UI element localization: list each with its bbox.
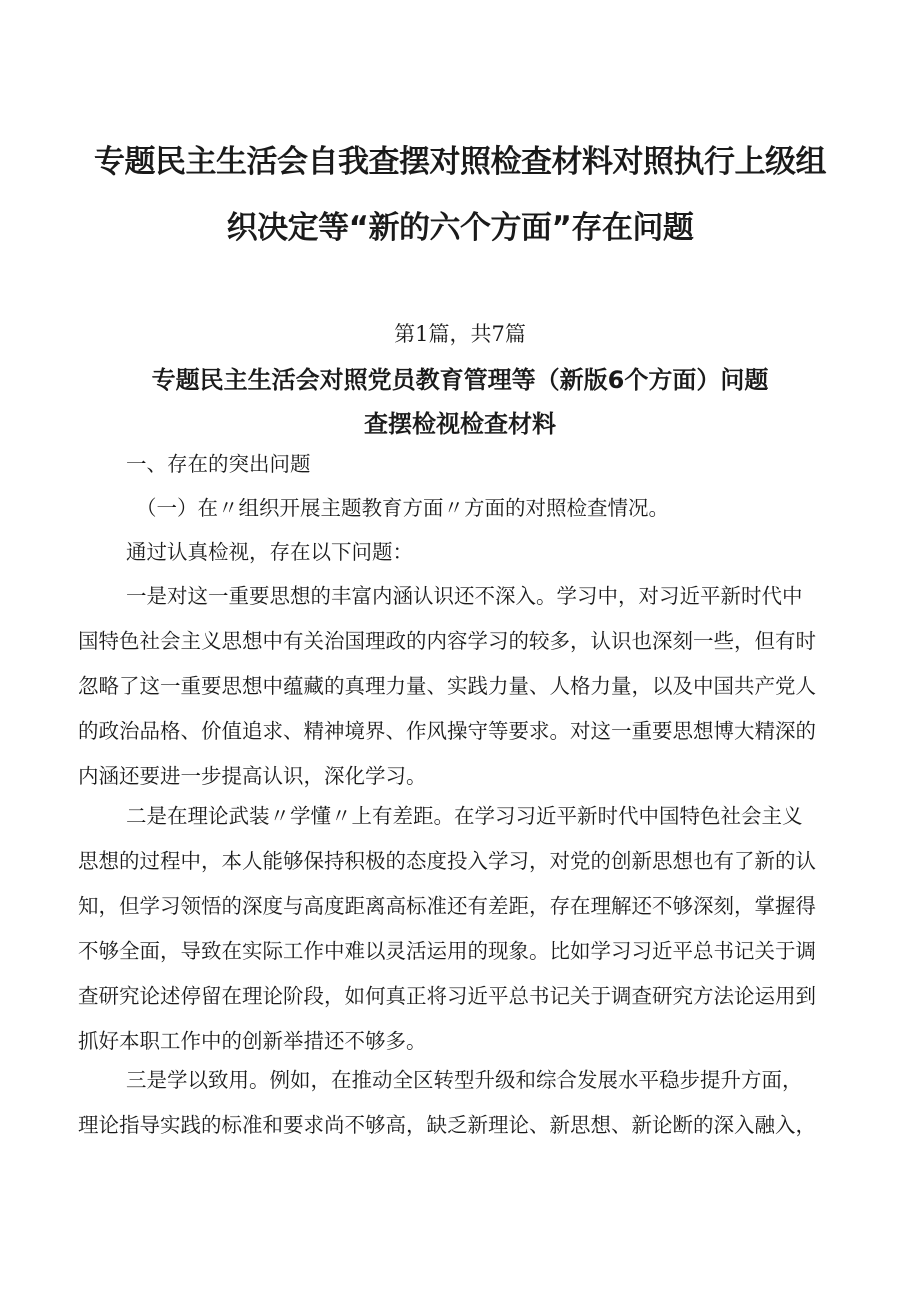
paragraph-1-line: 国特色社会主义思想中有关治国理政的内容学习的较多，认识也深刻一些，但有时 bbox=[78, 629, 816, 653]
paragraph-1 bbox=[78, 574, 866, 799]
intro-line: 通过认真检视，存在以下问题： bbox=[126, 540, 413, 564]
paragraph-2-line: 二是在理论武装〃学懂〃上有差距。在学习习近平新时代中国特色社会主义 bbox=[126, 804, 803, 828]
paragraph-3-line: 理论指导实践的标准和要求尚不够高，缺乏新理论、新思想、新论断的深入融入， bbox=[78, 1113, 816, 1137]
paragraph-1-line: 一是对这一重要思想的丰富内涵认识还不深入。学习中，对习近平新时代中 bbox=[126, 584, 803, 608]
section-heading: 一、存在的突出问题 bbox=[126, 452, 311, 476]
paragraph-2-line: 知，但学习领悟的深度与高度距离高标准还有差距，存在理解还不够深刻，掌握得 bbox=[78, 894, 816, 918]
paragraph-1-line: 的政治品格、价值追求、精神境界、作风操守等要求。对这一重要思想博大精深的 bbox=[78, 719, 816, 743]
paragraph-3 bbox=[78, 1058, 866, 1148]
subsection-heading: （一）在〃组织开展主题教育方面〃方面的对照检查情况。 bbox=[136, 496, 669, 520]
part-indicator: 第1篇，共7篇 bbox=[394, 322, 526, 346]
paragraph-2-line: 抓好本职工作中的创新举措还不够多。 bbox=[78, 1029, 427, 1053]
subtitle-line-1: 专题民主生活会对照党员教育管理等（新版6个方面）问题 bbox=[151, 366, 769, 394]
paragraph-2 bbox=[78, 794, 866, 1064]
paragraph-2-line: 查研究论述停留在理论阶段，如何真正将习近平总书记关于调查研究方法论运用到 bbox=[78, 984, 816, 1008]
paragraph-1-line: 忽略了这一重要思想中蕴藏的真理力量、实践力量、人格力量，以及中国共产党人 bbox=[78, 674, 816, 698]
paragraph-1-line: 内涵还要进一步提高认识，深化学习。 bbox=[78, 764, 427, 788]
paragraph-2-line: 不够全面，导致在实际工作中难以灵活运用的现象。比如学习习近平总书记关于调 bbox=[78, 939, 816, 963]
paragraph-2-line: 思想的过程中，本人能够保持积极的态度投入学习，对党的创新思想也有了新的认 bbox=[78, 849, 816, 873]
document-title-line-2: 织决定等“新的六个方面”存在问题 bbox=[226, 210, 694, 246]
document-title-line-1: 专题民主生活会自我查摆对照检查材料对照执行上级组 bbox=[94, 144, 826, 180]
subtitle-line-2: 查摆检视检查材料 bbox=[364, 410, 556, 438]
paragraph-3-line: 三是学以致用。例如，在推动全区转型升级和综合发展水平稳步提升方面， bbox=[126, 1068, 803, 1092]
